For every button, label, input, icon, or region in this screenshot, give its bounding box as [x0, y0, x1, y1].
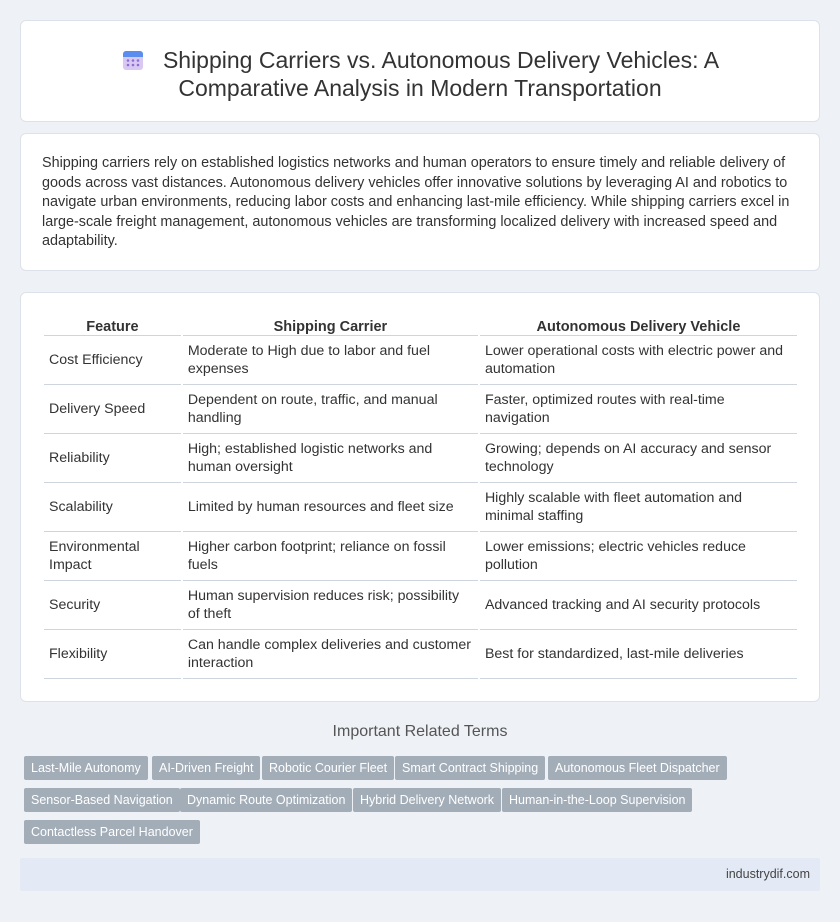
table-row	[44, 483, 797, 532]
feature-cell: Cost Efficiency	[44, 336, 181, 385]
feature-cell: Scalability	[44, 483, 181, 532]
tag-last-mile-autonomy[interactable]: Last-Mile Autonomy	[24, 756, 148, 780]
feature-cell: Flexibility	[44, 630, 181, 679]
carrier-cell: Dependent on route, traffic, and manual handling	[183, 385, 478, 434]
autonomous-cell: Highly scalable with fleet automation and minimal staffing	[480, 483, 797, 532]
intro-card	[20, 133, 820, 271]
tag-sensor-based-navigation[interactable]: Sensor-Based Navigation	[24, 788, 180, 812]
carrier-cell: Can handle complex deliveries and customer interaction	[183, 630, 478, 679]
autonomous-cell: Faster, optimized routes with real-time navigation	[480, 385, 797, 434]
tag-robotic-courier-fleet[interactable]: Robotic Courier Fleet	[262, 756, 394, 780]
title-line-2: Comparative Analysis in Modern Transportation	[178, 75, 662, 101]
feature-cell: Environmental Impact	[44, 532, 181, 581]
carrier-cell: Moderate to High due to labor and fuel expenses	[183, 336, 478, 385]
related-terms-heading: Important Related Terms	[332, 723, 508, 740]
intro-paragraph: Shipping carriers rely on established logistics networks and human operators to ensure timely and reliable delivery of goods across vast distances. Autonomous delivery vehicles offer innovative solutions by leveraging AI and robotics to navigate urban environments, reducing labor costs and enhancing last-mile efficiency. While shipping carriers excel in large-scale freight management, autonomous vehicles are transforming localized delivery with increased speed and adaptability.	[42, 155, 790, 249]
tag-hybrid-delivery-network[interactable]: Hybrid Delivery Network	[353, 788, 501, 812]
feature-cell: Delivery Speed	[44, 385, 181, 434]
table-row	[44, 434, 797, 483]
table-row	[44, 385, 797, 434]
footer-site-link[interactable]: industrydif.com	[725, 867, 810, 881]
header-feature: Feature	[44, 316, 181, 336]
autonomous-cell: Growing; depends on AI accuracy and sensor technology	[480, 434, 797, 483]
table-row	[44, 532, 797, 581]
title-line-1: Shipping Carriers vs. Autonomous Delivery Vehicles: A	[21, 46, 819, 74]
header-shipping-carrier: Shipping Carrier	[183, 316, 478, 336]
carrier-cell: Human supervision reduces risk; possibility of theft	[183, 581, 478, 630]
carrier-cell: Higher carbon footprint; reliance on fossil fuels	[183, 532, 478, 581]
calendar-icon	[121, 48, 145, 72]
header-autonomous-vehicle: Autonomous Delivery Vehicle	[480, 316, 797, 336]
page-title	[21, 46, 819, 102]
table-row	[44, 581, 797, 630]
autonomous-cell: Best for standardized, last-mile deliveries	[480, 630, 797, 679]
table-row	[44, 336, 797, 385]
tag-contactless-parcel-handover[interactable]: Contactless Parcel Handover	[24, 820, 200, 844]
comparison-card	[20, 292, 820, 702]
autonomous-cell: Advanced tracking and AI security protocols	[480, 581, 797, 630]
comparison-table	[42, 316, 799, 679]
tag-autonomous-fleet-dispatcher[interactable]: Autonomous Fleet Dispatcher	[548, 756, 727, 780]
title-card	[20, 20, 820, 122]
autonomous-cell: Lower operational costs with electric power and automation	[480, 336, 797, 385]
tag-smart-contract-shipping[interactable]: Smart Contract Shipping	[395, 756, 545, 780]
tag-ai-driven-freight[interactable]: AI-Driven Freight	[152, 756, 260, 780]
autonomous-cell: Lower emissions; electric vehicles reduce pollution	[480, 532, 797, 581]
feature-cell: Security	[44, 581, 181, 630]
carrier-cell: Limited by human resources and fleet size	[183, 483, 478, 532]
table-header-row	[44, 316, 797, 336]
tag-human-in-the-loop-supervision[interactable]: Human-in-the-Loop Supervision	[502, 788, 692, 812]
carrier-cell: High; established logistic networks and human oversight	[183, 434, 478, 483]
tag-dynamic-route-optimization[interactable]: Dynamic Route Optimization	[180, 788, 352, 812]
footer	[20, 858, 820, 891]
feature-cell: Reliability	[44, 434, 181, 483]
table-row	[44, 630, 797, 679]
